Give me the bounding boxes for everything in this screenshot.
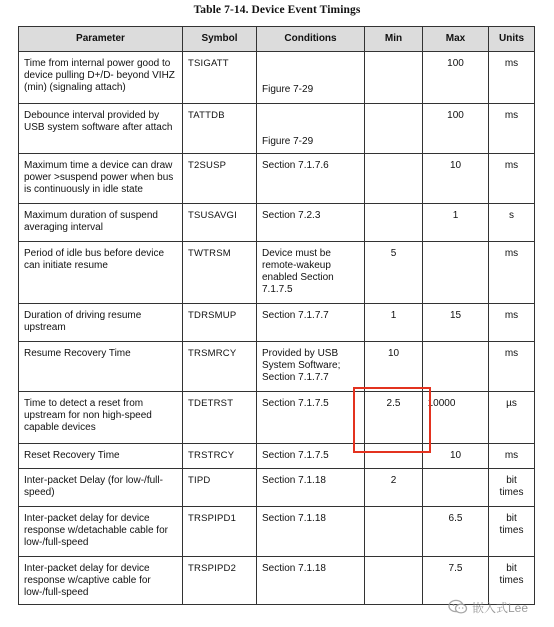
units-cell: ms [489,304,535,342]
min-cell [365,52,423,104]
wechat-icon [448,599,468,615]
conditions-cell: Section 7.1.7.5 [257,444,365,469]
column-header-max: Max [423,27,489,52]
min-cell: 2 [365,469,423,507]
watermark-text: 嵌入式Lee [472,600,529,615]
table-row [19,444,535,469]
units-cell: s [489,204,535,242]
min-cell [365,154,423,204]
parameter-cell: Inter-packet delay for device response w/captive cable for low-/full-speed [19,557,183,605]
table-row [19,469,535,507]
column-header-conditions: Conditions [257,27,365,52]
symbol-text: TDETRST [188,398,234,409]
header-row [19,27,535,52]
min-cell [365,507,423,557]
min-cell [365,104,423,154]
conditions-cell [257,104,365,154]
parameter-cell: Time from internal power good to device pulling D+/D- beyond VIHZ (min) (signaling attach) [19,52,183,104]
symbol-text: TSUSAVGI [188,210,237,221]
units-cell: bit times [489,469,535,507]
table-row [19,204,535,242]
symbol-text: TRSTRCY [188,450,235,461]
conditions-text: Figure 7-29 [262,136,314,147]
conditions-cell: Section 7.1.18 [257,469,365,507]
units-cell: ms [489,444,535,469]
units-cell: bit times [489,557,535,605]
symbol-cell [183,104,257,154]
symbol-cell [183,507,257,557]
symbol-cell [183,154,257,204]
parameter-cell: Time to detect a reset from upstream for non high-speed capable devices [19,392,183,444]
parameter-cell: Debounce interval provided by USB system software after attach [19,104,183,154]
units-cell: ms [489,242,535,304]
symbol-text: TDRSMUP [188,310,237,321]
units-cell: ms [489,154,535,204]
conditions-cell: Provided by USB System Software; Section 7.1.7.7 [257,342,365,392]
units-cell: ms [489,104,535,154]
column-header-units: Units [489,27,535,52]
max-cell: 1 [423,204,489,242]
table-caption: Table 7-14. Device Event Timings [193,4,361,16]
symbol-cell [183,392,257,444]
max-text: 10000 [427,398,456,409]
table-row [19,392,535,444]
symbol-text: TRSPIPD1 [188,513,237,524]
column-header-parameter: Parameter [19,27,183,52]
conditions-cell: Section 7.2.3 [257,204,365,242]
conditions-cell: Section 7.1.7.7 [257,304,365,342]
units-cell: ms [489,52,535,104]
parameter-cell: Maximum duration of suspend averaging interval [19,204,183,242]
symbol-text: TWTRSM [188,248,231,259]
max-cell: 10 [423,444,489,469]
table-row [19,154,535,204]
symbol-cell [183,557,257,605]
conditions-cell: Section 7.1.18 [257,557,365,605]
parameter-cell: Inter-packet Delay (for low-/full-speed) [19,469,183,507]
symbol-cell [183,342,257,392]
conditions-cell: Section 7.1.7.5 [257,392,365,444]
max-cell: 100 [423,52,489,104]
units-cell: ms [489,342,535,392]
symbol-text: TATTDB [188,110,225,121]
watermark [448,597,528,617]
device-event-timings-table [18,26,535,605]
table-row [19,242,535,304]
symbol-cell [183,52,257,104]
table-row [19,342,535,392]
conditions-text: Figure 7-29 [262,84,314,95]
table-row [19,507,535,557]
parameter-cell: Maximum time a device can draw power >suspend power when bus is continuously in idle state [19,154,183,204]
symbol-cell [183,204,257,242]
symbol-text: T2SUSP [188,160,227,171]
max-cell [423,469,489,507]
symbol-text: TSIGATT [188,58,229,69]
symbol-cell [183,304,257,342]
parameter-cell: Reset Recovery Time [19,444,183,469]
min-cell: 1 [365,304,423,342]
table-row [19,104,535,154]
max-cell: 10 [423,154,489,204]
symbol-text: TRSMRCY [188,348,237,359]
conditions-cell: Device must be remote-wakeup enabled Section 7.1.7.5 [257,242,365,304]
min-cell: 5 [365,242,423,304]
min-cell [365,557,423,605]
symbol-text: TRSPIPD2 [188,563,237,574]
max-cell [423,242,489,304]
max-cell: 6.5 [423,507,489,557]
symbol-cell [183,242,257,304]
parameter-cell: Resume Recovery Time [19,342,183,392]
conditions-cell [257,52,365,104]
symbol-text: TIPD [188,475,211,486]
max-cell: 7.5 [423,557,489,605]
min-cell [365,444,423,469]
conditions-cell: Section 7.1.18 [257,507,365,557]
max-cell: 100 [423,104,489,154]
parameter-cell: Period of idle bus before device can initiate resume [19,242,183,304]
min-cell [365,204,423,242]
min-cell: 10 [365,342,423,392]
max-cell [423,342,489,392]
parameter-cell: Inter-packet delay for device response w/detachable cable for low-/full-speed [19,507,183,557]
parameter-cell: Duration of driving resume upstream [19,304,183,342]
max-cell [423,392,489,444]
symbol-cell [183,469,257,507]
column-header-symbol: Symbol [183,27,257,52]
column-header-min: Min [365,27,423,52]
conditions-cell: Section 7.1.7.6 [257,154,365,204]
max-cell: 15 [423,304,489,342]
table-row [19,52,535,104]
min-cell: 2.5 [365,392,423,444]
units-cell: bit times [489,507,535,557]
symbol-cell [183,444,257,469]
units-cell: µs [489,392,535,444]
table-row [19,304,535,342]
